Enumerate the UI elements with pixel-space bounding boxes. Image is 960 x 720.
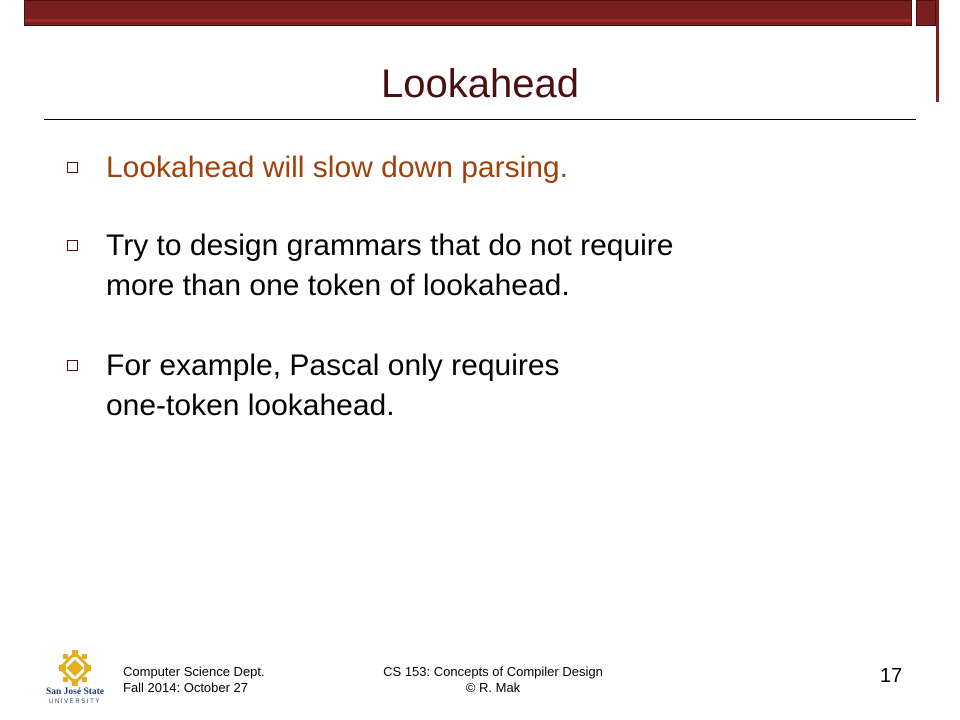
sjsu-logo-line-1: San José State [45, 687, 105, 697]
title-divider [44, 119, 916, 120]
sjsu-logo [40, 646, 110, 706]
footer-date: Fall 2014: October 27 [123, 680, 249, 695]
bullet-3-line-2: one-token lookahead. [106, 389, 395, 422]
footer-course: CS 153: Concepts of Compiler Design [383, 664, 603, 679]
bullet-3-line-1: For example, Pascal only requires [106, 349, 560, 382]
bullet-2-line-2: more than one token of lookahead. [106, 269, 570, 302]
bullet-2-line-1: Try to design grammars that do not require [106, 229, 674, 262]
square-bullet-icon [67, 240, 78, 251]
bullet-2 [106, 226, 673, 306]
corner-square-decoration [916, 0, 936, 26]
bullet-1 [106, 148, 568, 188]
sjsu-logo-emblem-icon [58, 650, 92, 686]
footer-dept: Computer Science Dept. [123, 664, 265, 679]
footer-left [123, 664, 265, 696]
sjsu-logo-line-2: UNIVERSITY [48, 699, 102, 705]
bullet-1-line-1: Lookahead will slow down parsing. [106, 151, 568, 184]
footer-center [368, 664, 618, 696]
square-bullet-icon [67, 162, 78, 173]
top-banner [24, 0, 912, 26]
square-bullet-icon [67, 360, 78, 371]
top-banner-stripe [25, 19, 911, 22]
slide-number: 17 [880, 665, 903, 687]
bullet-3 [106, 346, 560, 426]
footer-author: © R. Mak [465, 680, 521, 695]
slide-title: Lookahead [381, 62, 579, 106]
